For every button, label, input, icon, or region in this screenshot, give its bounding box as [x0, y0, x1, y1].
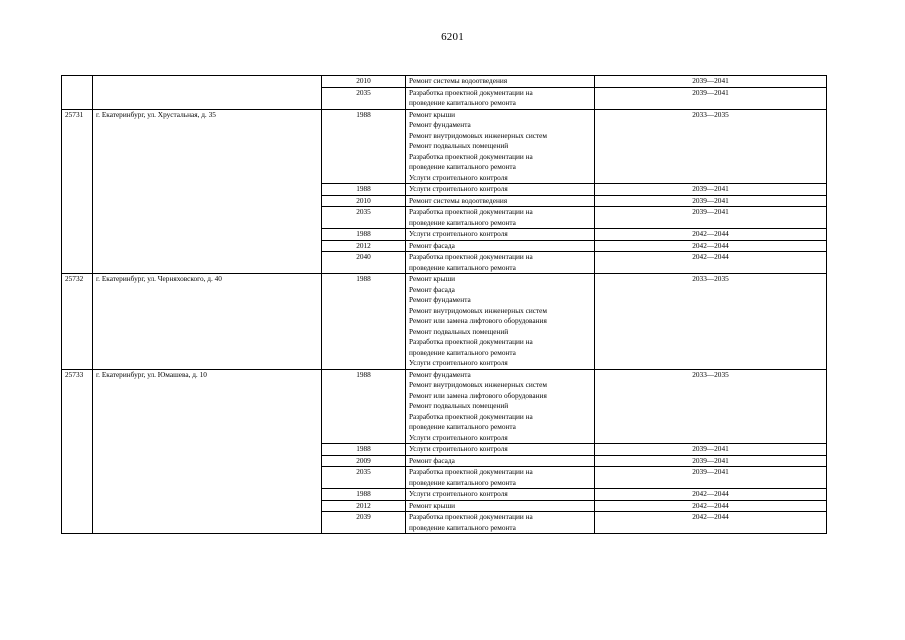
works-cell — [406, 109, 595, 184]
works-cell — [406, 87, 595, 109]
works-cell — [406, 252, 595, 274]
period-cell: 2039—2041 — [595, 87, 827, 109]
period-cell: 2042—2044 — [595, 240, 827, 252]
year-cell: 2010 — [322, 195, 406, 207]
year-cell: 2040 — [322, 252, 406, 274]
year-cell: 2035 — [322, 207, 406, 229]
works-cell — [406, 207, 595, 229]
building-number-cell: 25731 — [62, 109, 93, 274]
work-item: Разработка проектной документации на — [409, 87, 533, 97]
work-item: Разработка проектной документации на — [409, 411, 533, 421]
address-cell: г. Екатеринбург, ул. Черняховского, д. 40 — [93, 274, 322, 370]
period-cell: 2033—2035 — [595, 109, 827, 184]
year-cell: 2012 — [322, 500, 406, 512]
work-item: Разработка проектной документации на — [409, 337, 533, 346]
works-cell — [406, 184, 595, 196]
work-item: Ремонт внутридомовых инженерных систем — [409, 305, 548, 315]
address-cell — [93, 76, 322, 110]
work-item: проведение капитального ремонта — [409, 217, 516, 227]
work-item: Ремонт фасада — [409, 240, 455, 250]
work-item: проведение капитального ремонта — [409, 522, 516, 532]
period-cell: 2042—2044 — [595, 500, 827, 512]
period-cell: 2042—2044 — [595, 512, 827, 534]
works-cell — [406, 229, 595, 241]
year-cell: 1988 — [322, 489, 406, 501]
period-cell: 2039—2041 — [595, 455, 827, 467]
year-cell: 1988 — [322, 369, 406, 444]
work-item: Ремонт фасада — [409, 284, 455, 294]
period-cell: 2033—2035 — [595, 274, 827, 370]
table-body — [62, 76, 827, 534]
year-cell: 1988 — [322, 184, 406, 196]
work-item: Ремонт фундамента — [409, 120, 471, 129]
work-item: проведение капитального ремонта — [409, 347, 516, 357]
year-cell: 1988 — [322, 444, 406, 456]
period-cell: 2042—2044 — [595, 252, 827, 274]
year-cell: 2035 — [322, 87, 406, 109]
period-cell: 2039—2041 — [595, 207, 827, 229]
work-item: Ремонт внутридомовых инженерных систем — [409, 130, 548, 140]
building-number-cell: 25732 — [62, 274, 93, 370]
period-cell: 2042—2044 — [595, 229, 827, 241]
work-item: Услуги строительного контроля — [409, 184, 508, 193]
work-item: Ремонт крыши — [409, 109, 456, 119]
year-cell: 2012 — [322, 240, 406, 252]
work-item: проведение капитального ремонта — [409, 98, 516, 107]
work-item: Ремонт фундамента — [409, 295, 471, 304]
year-cell: 1988 — [322, 109, 406, 184]
works-cell — [406, 500, 595, 512]
work-item: Услуги строительного контроля — [409, 489, 508, 498]
work-item: Ремонт или замена лифтового оборудования — [409, 316, 547, 325]
work-item: Ремонт фундамента — [409, 369, 471, 379]
works-cell — [406, 467, 595, 489]
period-cell: 2033—2035 — [595, 369, 827, 444]
year-cell: 2010 — [322, 76, 406, 88]
work-item: проведение капитального ремонта — [409, 262, 516, 272]
year-cell: 1988 — [322, 274, 406, 370]
period-cell: 2039—2041 — [595, 444, 827, 456]
work-item: проведение капитального ремонта — [409, 162, 516, 171]
work-item: Ремонт крыши — [409, 500, 456, 510]
work-item: Ремонт крыши — [409, 274, 456, 283]
work-item: Ремонт фасада — [409, 455, 455, 465]
table-row — [62, 274, 827, 370]
work-item: Разработка проектной документации на — [409, 207, 533, 216]
work-item: Услуги строительного контроля — [409, 358, 508, 367]
building-number-cell — [62, 76, 93, 110]
work-item: Разработка проектной документации на — [409, 151, 533, 161]
work-item: Ремонт внутридомовых инженерных систем — [409, 380, 548, 389]
year-cell: 1988 — [322, 229, 406, 241]
works-cell — [406, 369, 595, 444]
table-row — [62, 76, 827, 88]
year-cell: 2009 — [322, 455, 406, 467]
work-item: Услуги строительного контроля — [409, 172, 508, 182]
table-row — [62, 369, 827, 444]
work-item: проведение капитального ремонта — [409, 477, 516, 487]
work-item: Разработка проектной документации на — [409, 467, 533, 476]
work-item: Ремонт подвальных помещений — [409, 326, 509, 336]
works-cell — [406, 195, 595, 207]
work-item: Разработка проектной документации на — [409, 512, 533, 521]
works-cell — [406, 76, 595, 88]
work-item: Услуги строительного контроля — [409, 444, 508, 453]
works-cell — [406, 455, 595, 467]
work-item: Разработка проектной документации на — [409, 252, 533, 261]
building-number-cell: 25733 — [62, 369, 93, 534]
works-cell — [406, 444, 595, 456]
work-item: Услуги строительного контроля — [409, 229, 508, 238]
period-cell: 2039—2041 — [595, 76, 827, 88]
works-cell — [406, 512, 595, 534]
period-cell: 2039—2041 — [595, 184, 827, 196]
table-row — [62, 109, 827, 184]
year-cell: 2039 — [322, 512, 406, 534]
work-item: Ремонт подвальных помещений — [409, 141, 509, 150]
repair-schedule-table — [61, 75, 827, 534]
period-cell: 2039—2041 — [595, 467, 827, 489]
page-number: 6201 — [441, 31, 464, 43]
works-cell — [406, 489, 595, 501]
period-cell: 2042—2044 — [595, 489, 827, 501]
work-item: Услуги строительного контроля — [409, 432, 508, 442]
work-item: Ремонт системы водоотведения — [409, 76, 508, 85]
period-cell: 2039—2041 — [595, 195, 827, 207]
works-cell — [406, 274, 595, 370]
work-item: Ремонт подвальных помещений — [409, 401, 509, 410]
address-cell: г. Екатеринбург, ул. Хрустальная, д. 35 — [93, 109, 322, 274]
year-cell: 2035 — [322, 467, 406, 489]
work-item: проведение капитального ремонта — [409, 422, 516, 431]
work-item: Ремонт или замена лифтового оборудования — [409, 390, 547, 400]
address-cell: г. Екатеринбург, ул. Юмашева, д. 10 — [93, 369, 322, 534]
works-cell — [406, 240, 595, 252]
work-item: Ремонт системы водоотведения — [409, 195, 508, 205]
